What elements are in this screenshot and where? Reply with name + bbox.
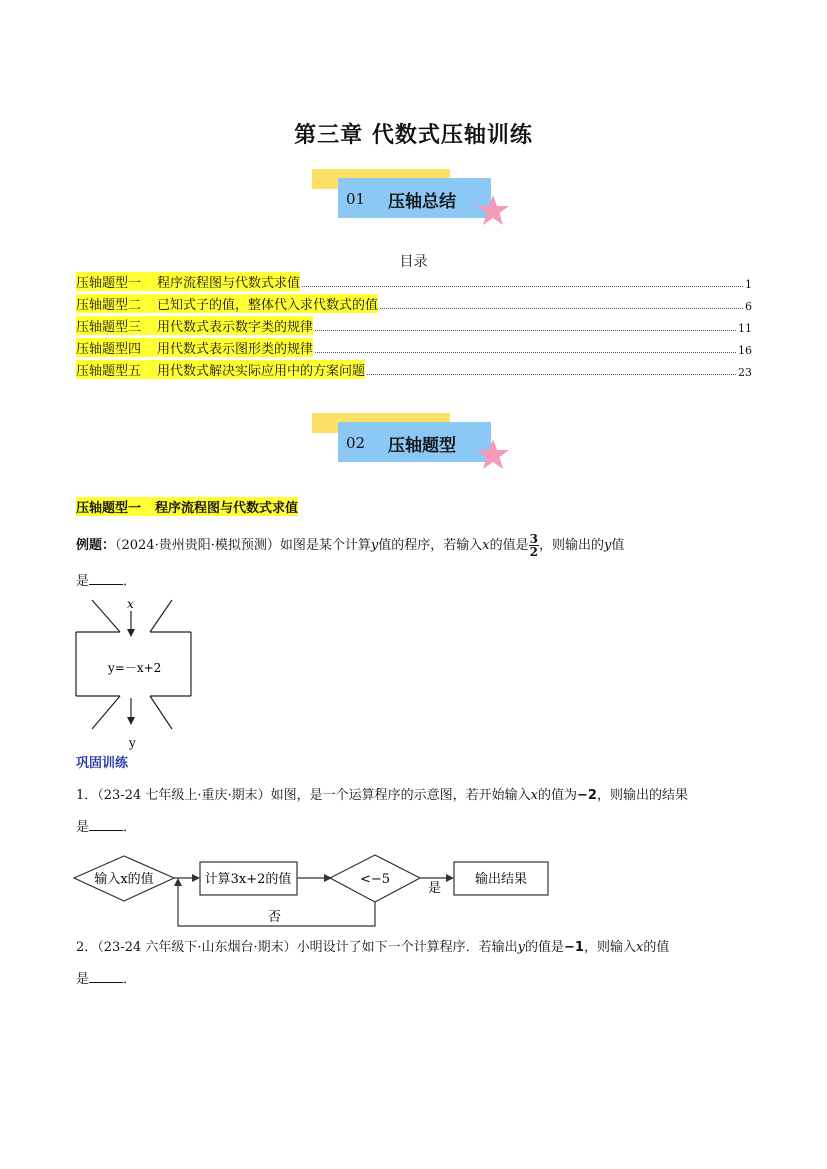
toc-item-key: 压轴题型三 [76, 320, 142, 335]
q1-value: −2 [577, 788, 597, 803]
period: ． [123, 574, 137, 589]
arrow-head [446, 874, 454, 882]
var-x: x [530, 788, 538, 803]
toc-item-key: 压轴题型五 [76, 364, 142, 379]
var-x: x [482, 538, 490, 553]
section-heading [76, 497, 298, 516]
flow-input-label: x [127, 597, 134, 611]
example-text: （2024·贵州贵阳·模拟预测）如图是某个计算 [115, 538, 371, 553]
toc-item-text: 用代数式表示图形类的规律 [157, 342, 314, 357]
answer-prefix: 是 [76, 972, 90, 987]
q1-text: 的值为 [538, 788, 578, 803]
toc-item-text: 已知式子的值，整体代入求代数式的值 [157, 298, 379, 313]
q2-text: ，则输入 [583, 940, 636, 955]
toc-page: 23 [738, 366, 752, 379]
example-text: 值 [611, 538, 625, 553]
q2-text: 的值是 [525, 940, 565, 955]
toc-page: 11 [738, 322, 752, 335]
flow-output: 输出结果 [474, 872, 528, 887]
answer-prefix: 是 [76, 820, 90, 835]
flow-formula: y=－x+2 [108, 661, 162, 675]
flow-output-label: y [129, 736, 136, 750]
flow-input: 输入x的值 [94, 872, 154, 887]
banner-label: 压轴总结 [388, 192, 456, 212]
example-text: ，则输出的 [538, 538, 604, 553]
toc-item[interactable] [76, 339, 752, 357]
example-answer-line [76, 572, 136, 592]
flowchart-example [70, 595, 200, 753]
section-text: 程序流程图与代数式求值 [155, 501, 299, 516]
toc-heading: 目录 [399, 254, 428, 270]
toc-leader [367, 374, 736, 375]
period: ． [123, 820, 137, 835]
arrow-head [174, 878, 182, 886]
var-y: y [517, 940, 526, 955]
toc-item[interactable] [76, 317, 752, 335]
var-y: y [603, 538, 612, 553]
toc-page: 1 [745, 278, 752, 291]
fraction-numerator: 3 [529, 532, 538, 546]
toc-page: 6 [745, 300, 752, 313]
answer-blank[interactable] [89, 970, 123, 983]
q2-value: −1 [564, 940, 584, 955]
toc-item-text: 用代数式解决实际应用中的方案问题 [157, 364, 366, 379]
arrow-head [127, 717, 135, 725]
example-question [76, 533, 624, 558]
example-text: 的值是 [489, 538, 529, 553]
practice-heading: 巩固训练 [76, 756, 129, 771]
flow-yes-label: 是 [428, 881, 442, 896]
question-1 [76, 786, 688, 806]
funnel-line [92, 696, 120, 729]
answer-prefix: 是 [76, 574, 90, 589]
q1-answer-line [76, 818, 136, 838]
star-icon [476, 438, 510, 470]
toc-item[interactable] [76, 361, 752, 379]
funnel-line [92, 600, 120, 632]
answer-blank[interactable] [89, 572, 123, 585]
section-banner-summary [312, 169, 512, 229]
toc-item-key: 压轴题型四 [76, 342, 142, 357]
q2-text: 2．（23-24 六年级下·山东烟台·期末）小明设计了如下一个计算程序．若输出 [76, 940, 518, 955]
arrow-head [127, 629, 135, 637]
section-key: 压轴题型一 [76, 501, 142, 516]
star-icon [476, 194, 510, 226]
var-x: x [636, 940, 644, 955]
q1-text: 1．（23-24 七年级上·重庆·期末）如图，是一个运算程序的示意图，若开始输入 [76, 788, 531, 803]
banner-number: 01 [346, 190, 366, 208]
example-label: 例题： [76, 538, 116, 553]
q1-text: ，则输出的结果 [596, 788, 688, 803]
fraction-denominator: 2 [529, 545, 538, 559]
toc-item[interactable] [76, 295, 752, 313]
banner-number: 02 [346, 434, 366, 452]
period: ． [123, 972, 137, 987]
q2-answer-line [76, 970, 136, 990]
q2-text: 的值 [643, 940, 670, 955]
toc-leader [315, 352, 736, 353]
toc-leader [380, 308, 743, 309]
toc-item-text: 用代数式表示数字类的规律 [157, 320, 314, 335]
flow-compute: 计算3x+2的值 [204, 872, 292, 887]
flow-no-label: 否 [268, 910, 282, 925]
arrow-head [324, 874, 332, 882]
question-2 [76, 938, 669, 958]
example-text: 值的程序，若输入 [378, 538, 483, 553]
toc-leader [315, 330, 736, 331]
var-y: y [370, 538, 379, 553]
toc-page: 16 [738, 344, 752, 357]
toc-item-key: 压轴题型一 [76, 276, 142, 291]
flowchart-q1 [72, 850, 554, 930]
answer-blank[interactable] [89, 818, 123, 831]
toc-item-text: 程序流程图与代数式求值 [157, 276, 301, 291]
toc-leader [302, 286, 743, 287]
fraction [529, 533, 539, 558]
section-banner-types [312, 413, 512, 473]
banner-label: 压轴题型 [388, 436, 456, 456]
funnel-line [150, 600, 172, 632]
toc-item-key: 压轴题型二 [76, 298, 142, 313]
flow-condition: <−5 [359, 872, 391, 887]
arrow-head [192, 874, 200, 882]
funnel-line [150, 696, 172, 729]
toc-item[interactable] [76, 273, 752, 291]
page-title: 第三章 代数式压轴训练 [294, 123, 533, 148]
